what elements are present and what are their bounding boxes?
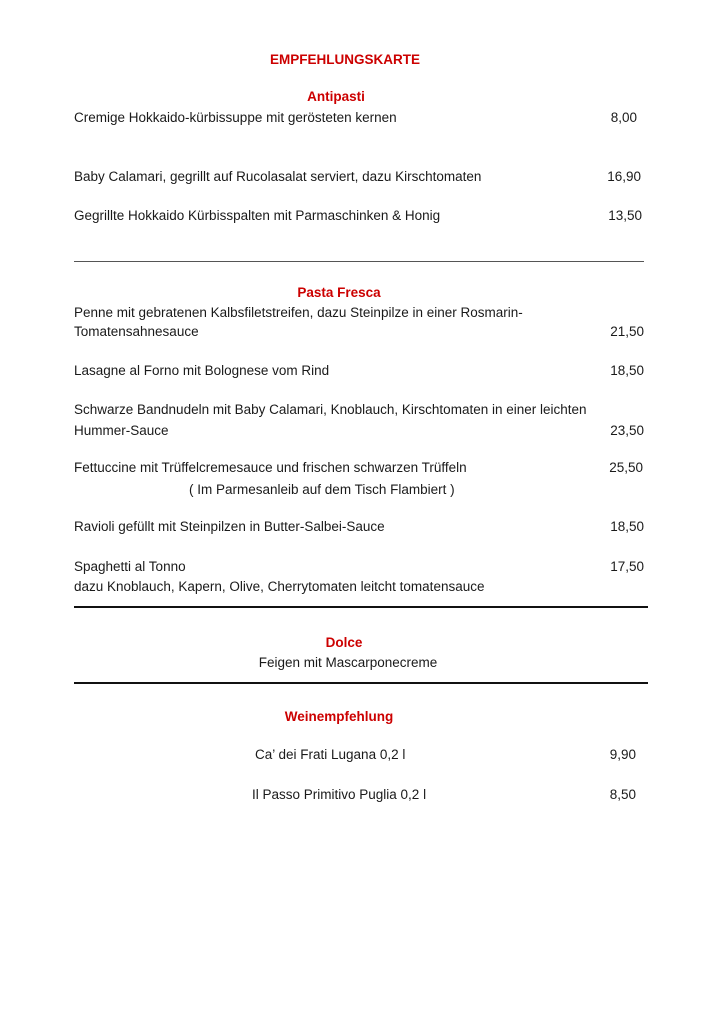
pasta-item-4-price: 25,50 [609,460,643,475]
pasta-item-1-line2: Tomatensahnesauce [74,324,199,339]
wine-heading: Weinempfehlung [284,709,394,724]
menu-title: EMPFEHLUNGSKARTE [269,52,420,67]
pasta-item-5-name: Ravioli gefüllt mit Steinpilzen in Butter-Salbei-Sauce [74,519,385,534]
wine-item-1-name: Ca’ dei Frati Lugana 0,2 l [255,747,406,762]
wine-item-2-name: Il Passo Primitivo Puglia 0,2 l [252,787,427,802]
pasta-item-1-price: 21,50 [610,324,644,339]
pasta-heading: Pasta Fresca [297,285,381,300]
wine-item-1-price: 9,90 [609,747,636,762]
pasta-item-6-name: Spaghetti al Tonno [74,559,186,574]
pasta-item-4-note: ( Im Parmesanleib auf dem Tisch Flambiert ) [189,482,455,497]
pasta-item-6-price: 17,50 [610,559,644,574]
pasta-item-3-price: 23,50 [610,423,644,438]
dolce-heading: Dolce [325,635,363,650]
dolce-item: Feigen mit Mascarponecreme [258,655,438,670]
antipasti-item-3-name: Gegrillte Hokkaido Kürbisspalten mit Parmaschinken & Honig [74,208,441,223]
antipasti-item-3-price: 13,50 [608,208,642,223]
section-divider-thick [74,682,648,684]
pasta-item-1-line1: Penne mit gebratenen Kalbsfiletstreifen, dazu Steinpilze in einer Rosmarin- [74,305,523,320]
pasta-item-2-price: 18,50 [610,363,644,378]
pasta-item-3-line2: Hummer-Sauce [74,423,169,438]
antipasti-item-2-name: Baby Calamari, gegrillt auf Rucolasalat serviert, dazu Kirschtomaten [74,169,482,184]
antipasti-item-1-price: 8,00 [610,110,637,125]
pasta-item-6-line2: dazu Knoblauch, Kapern, Olive, Cherrytomaten leitcht tomatensauce [74,579,485,594]
antipasti-heading: Antipasti [307,89,365,104]
pasta-item-5-price: 18,50 [610,519,644,534]
antipasti-item-2-price: 16,90 [607,169,641,184]
wine-item-2-price: 8,50 [609,787,636,802]
pasta-item-4-name: Fettuccine mit Trüffelcremesauce und frischen schwarzen Trüffeln [74,460,467,475]
pasta-item-2-name: Lasagne al Forno mit Bolognese vom Rind [74,363,330,378]
section-divider-thick [74,606,648,608]
section-divider-thin [74,261,644,262]
pasta-item-3-line1: Schwarze Bandnudeln mit Baby Calamari, Knoblauch, Kirschtomaten in einer leichten [74,402,587,417]
antipasti-item-1-name: Cremige Hokkaido-kürbissuppe mit gerösteten kernen [74,110,397,125]
